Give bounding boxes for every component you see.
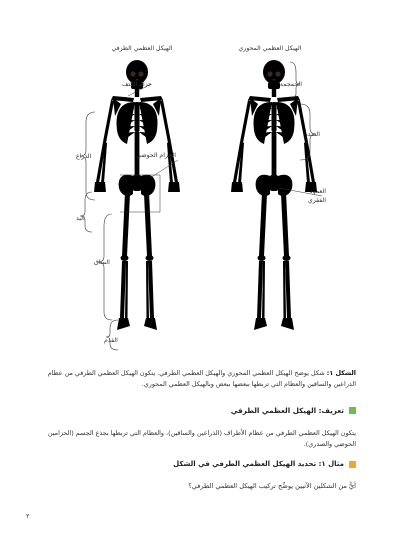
example-title: مثال ١: تحديد الهيكل العظمي الطرفي في الشكل [173,460,344,468]
label-foot: القدم [104,337,118,344]
right-skeleton-title: الهيكل العظمي المحوري [238,45,302,52]
label-leg: الساق [94,259,110,266]
page-number: ٢ [26,512,30,520]
label-skull: الجمجمة [279,81,302,88]
orange-square-icon [349,461,356,468]
question-text: أيٌّ من الشكلين الآتيين يوضِّح تركيب الهيكل العظمي الطرفي؟ [188,482,356,490]
caption-label: الشكل ١: [326,369,356,377]
label-hand: اليد [76,215,85,222]
appendicular-skeleton [93,60,181,342]
label-shoulder-girdle: حزام الكتف [121,81,152,88]
definition-heading [231,406,356,415]
label-spine-line2: الفقري [307,197,326,204]
label-arm: الذراع [76,153,92,160]
definition-title: تعريف: الهيكل العظمي الطرفي [230,406,344,415]
label-spine-line1: العمود [309,188,326,195]
left-skeleton-title: الهيكل العظمي الطرفي [111,45,173,52]
label-chest: الصدر [304,131,320,138]
label-pelvic-girdle: الحزام الحوضي [136,152,176,159]
definition-text: يتكون الهيكل العظمي الطرفي من عظام الأطراف (الذراعين والساقين)، والعظام التي تربطها بجذع الجسم (الحزامين الحوضي والصدري). [47,429,356,448]
caption-text: شكل يوضح الهيكل العظمي المحوري والهيكل العظمي الطرفي. يتكون الهيكل العظمي الطرفي من عظام الذراعين والساقين والعظام التي تربطها ببعضها ببعض وبالهيكل العظمي المحوري. [47,369,356,388]
green-square-icon [349,407,356,414]
figure-caption [26,368,356,389]
axial-skeleton [230,60,318,342]
example-heading [173,460,356,468]
